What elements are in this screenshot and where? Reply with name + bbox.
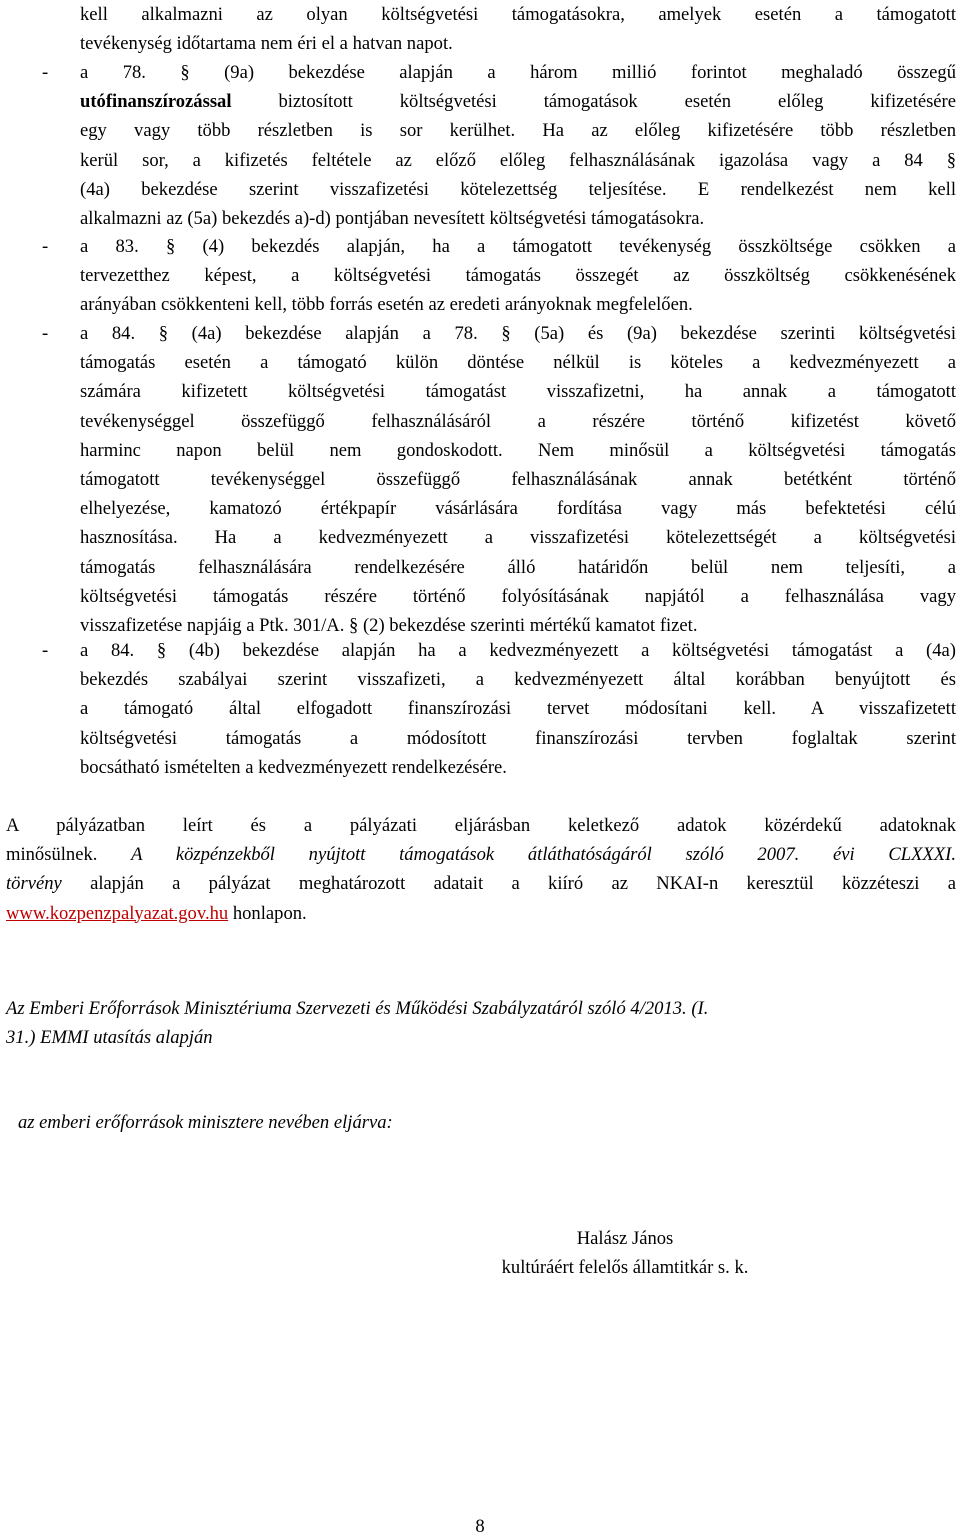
text-line: arányában csökkenteni kell, több forrás esetén az eredeti arányoknak megfelelően.: [80, 294, 693, 316]
list-item: [80, 636, 956, 782]
public-data-paragraph: [6, 811, 956, 928]
text-line: a 83. § (4) bekezdés alapján, ha a támogatott tevékenység összköltsége csökken a: [80, 236, 956, 257]
text-line: költségvetési támogatás a módosított finanszírozási tervben foglaltak szerint: [80, 727, 956, 749]
text-line: tervezetthez képest, a költségvetési támogatás összegét az összköltség csökkenésének: [80, 265, 956, 287]
page-number: 8: [475, 1516, 485, 1537]
text-line: kell alkalmazni az olyan költségvetési támogatásokra, amelyek esetén a támogatott: [80, 4, 956, 25]
text-line: számára kifizetett költségvetési támogatást visszafizetni, ha annak a támogatott: [80, 381, 956, 403]
signatory-title: kultúráért felelős államtitkár s. k.: [501, 1257, 749, 1279]
text-line: támogatás felhasználására rendelkezésére álló határidőn belül nem teljesíti, a: [80, 556, 956, 578]
signature-block: [440, 1224, 810, 1282]
list-dash: -: [42, 236, 49, 257]
list-item: [80, 58, 956, 233]
text-line: egy vagy több részletben is sor kerülhet. Ha az előleg kifizetésére több részletben: [80, 120, 956, 142]
list-item-continuation: [80, 0, 956, 58]
text-line: az emberi erőforrások minisztere nevében eljárva:: [18, 1112, 393, 1133]
kozpenzpalyazat-link[interactable]: www.kozpenzpalyazat.gov.hu: [6, 902, 229, 924]
text-line: [6, 899, 956, 928]
text-line: tevékenység időtartama nem éri el a hatvan napot.: [80, 33, 453, 55]
text-line: bekezdés szabályai szerint visszafizeti, a kedvezményezett által korábban benyújtott és: [80, 669, 956, 691]
text-line: Az Emberi Erőforrások Minisztériuma Szervezeti és Működési Szabályzatáról szóló 4/2013. (I.: [6, 998, 709, 1019]
text-line: elhelyezése, kamatozó értékpapír vásárlására fordítása vagy más befektetési célú: [80, 498, 956, 520]
text-line: a 84. § (4a) bekezdése alapján a 78. § (5a) és (9a) bekezdése szerinti költségvetési: [80, 323, 956, 344]
text-line: [6, 869, 956, 898]
list-item: [80, 319, 956, 640]
text-line: támogatott tevékenységgel összefüggő felhasználásának annak betétként történő: [80, 469, 956, 491]
text-line: (4a) bekezdése szerint visszafizetési kötelezettség teljesítése. E rendelkezést nem kell: [80, 178, 956, 200]
text-line: tevékenységgel összefüggő felhasználásáról a részére történő kifizetést követő: [80, 410, 956, 432]
text-line: a 84. § (4b) bekezdése alapján ha a kedvezményezett a költségvetési támogatást a (4a): [80, 640, 956, 661]
on-behalf-line: [18, 1108, 960, 1137]
authority-statement: [6, 994, 956, 1052]
signatory-name: Halász János: [576, 1228, 674, 1249]
text-line: a támogató által elfogadott finanszírozási tervet módosítani kell. A visszafizetett: [80, 698, 956, 720]
list-item: [80, 232, 956, 320]
text-line: 31.) EMMI utasítás alapján: [6, 1027, 213, 1049]
text-line: A pályázatban leírt és a pályázati eljárásban keletkező adatok közérdekű adatoknak: [6, 815, 956, 836]
text-line: támogatás esetén a támogató külön döntése nélkül is köteles a kedvezményezett a: [80, 352, 956, 374]
text-line: harminc napon belül nem gondoskodott. Nem minősül a költségvetési támogatás: [80, 439, 956, 461]
text-line: kerül sor, a kifizetés feltétele az előző előleg felhasználásának igazolása vagy a 84 §: [80, 149, 956, 171]
law-title-italic: A közpénzekből nyújtott támogatások átláthatóságáról szóló 2007. évi CLXXXI.: [131, 844, 956, 866]
text-run: minősülnek.: [6, 844, 132, 866]
text-line: alkalmazni az (5a) bekezdés a)-d) pontjában nevesített költségvetési támogatásokra.: [80, 208, 705, 230]
list-dash: -: [42, 323, 49, 344]
text-run: honlapon.: [228, 902, 307, 924]
text-line: visszafizetése napjáig a Ptk. 301/A. § (2) bekezdése szerinti mértékű kamatot fizet.: [80, 615, 698, 637]
text-line: a 78. § (9a) bekezdése alapján a három millió forintot meghaladó összegű: [80, 62, 956, 83]
text-line: [6, 840, 956, 869]
law-title-italic: törvény: [6, 873, 62, 895]
list-dash: -: [42, 640, 49, 661]
text-line: hasznosítása. Ha a kedvezményezett a visszafizetési kötelezettségét a költségvetési: [80, 527, 956, 549]
text-line-rest: biztosított költségvetési támogatások esetén előleg kifizetésére: [231, 91, 956, 113]
text-line: költségvetési támogatás részére történő folyósításának napjától a felhasználása vagy: [80, 585, 956, 607]
text-line: [80, 87, 956, 116]
bold-phrase: utófinanszírozással: [80, 91, 232, 113]
list-dash: -: [42, 62, 49, 83]
text-line: bocsátható ismételten a kedvezményezett rendelkezésére.: [80, 756, 507, 778]
text-run: alapján a pályázat meghatározott adatait a kiíró az NKAI-n keresztül közzéteszi a: [61, 873, 956, 895]
